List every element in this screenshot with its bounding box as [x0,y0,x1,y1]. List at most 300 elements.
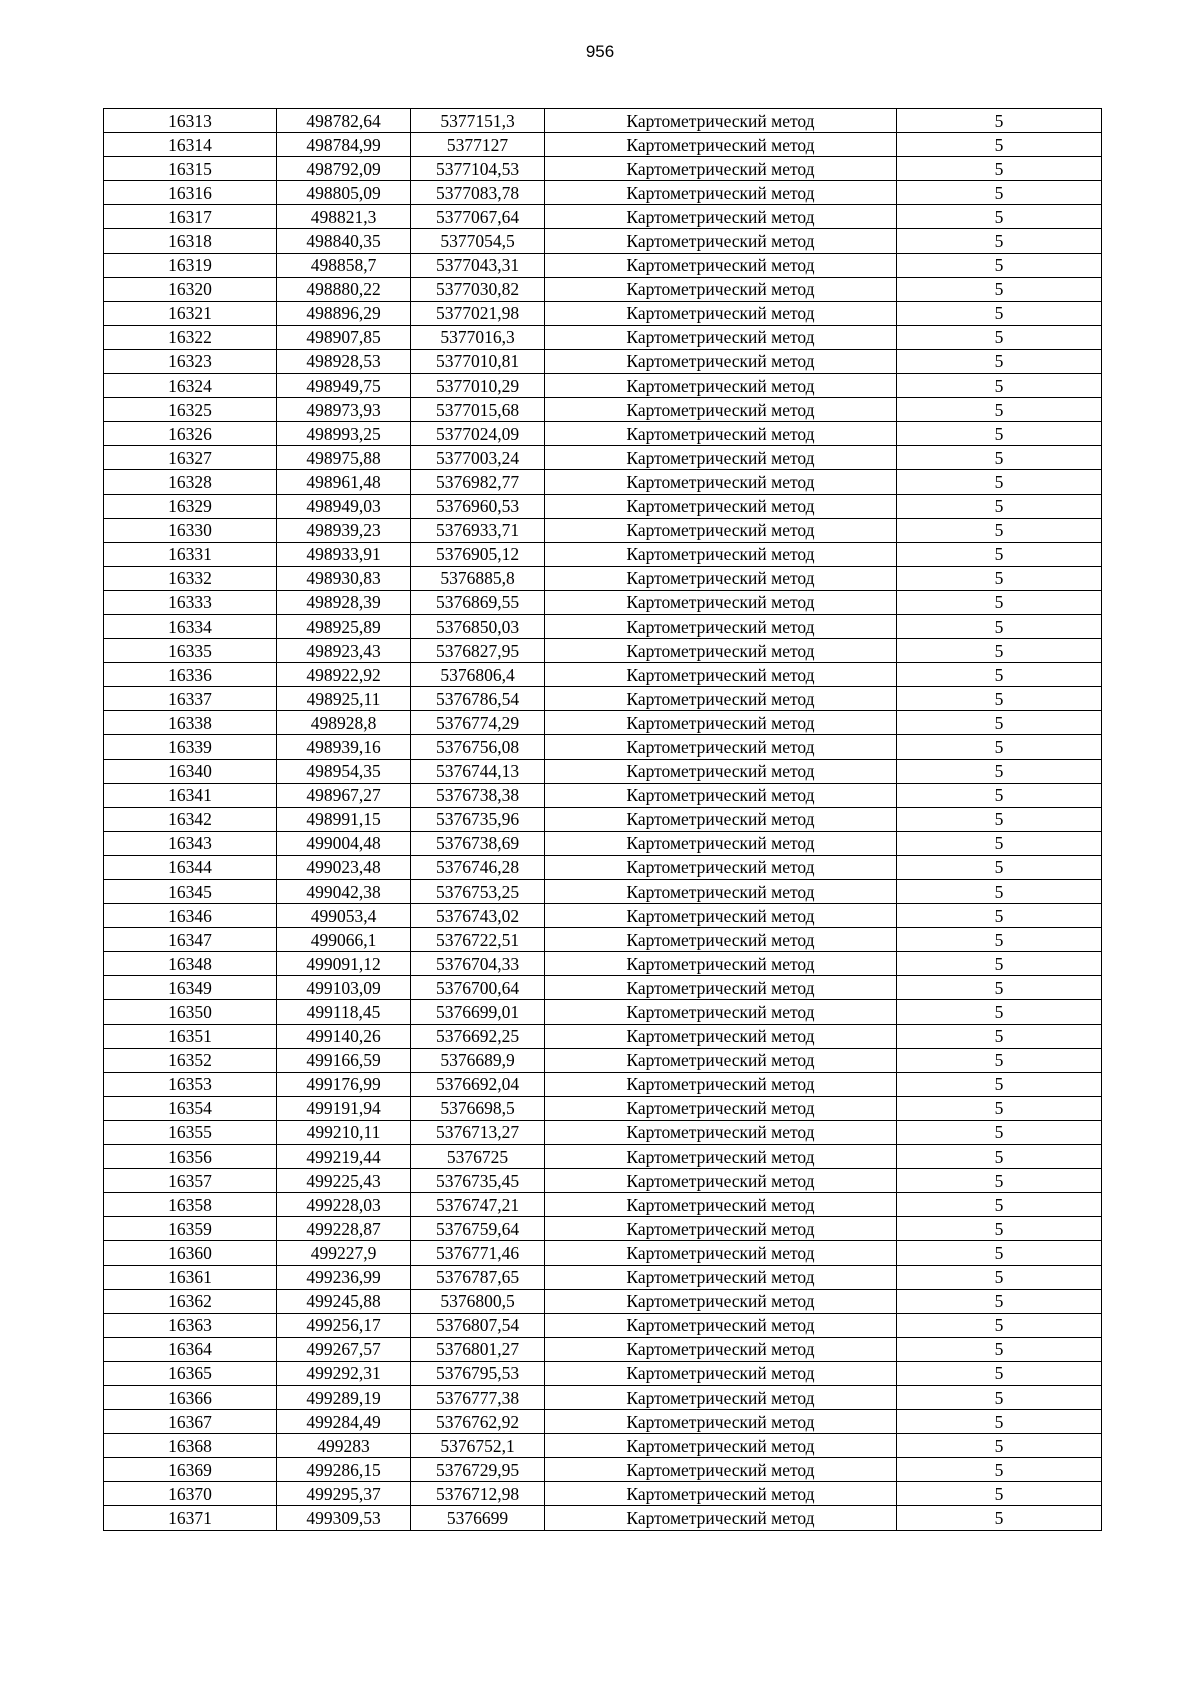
table-row [104,349,1102,373]
table-row [104,1193,1102,1217]
y-coordinate-cell: 5376689,9 [411,1048,545,1072]
accuracy-cell: 5 [897,1048,1102,1072]
table-row [104,590,1102,614]
method-cell: Картометрический метод [545,253,897,277]
table-row [104,1434,1102,1458]
x-coordinate-cell: 498933,91 [277,542,411,566]
table-row [104,855,1102,879]
x-coordinate-cell: 498858,7 [277,253,411,277]
y-coordinate-cell: 5377021,98 [411,301,545,325]
y-coordinate-cell: 5376725 [411,1145,545,1169]
y-coordinate-cell: 5376747,21 [411,1193,545,1217]
x-coordinate-cell: 499283 [277,1434,411,1458]
x-coordinate-cell: 498784,99 [277,133,411,157]
table-row [104,1265,1102,1289]
coordinates-table [103,108,1102,1531]
table-row [104,1458,1102,1482]
point-number-cell: 16320 [104,277,277,301]
table-row [104,205,1102,229]
accuracy-cell: 5 [897,831,1102,855]
x-coordinate-cell: 498930,83 [277,566,411,590]
method-cell: Картометрический метод [545,1506,897,1530]
x-coordinate-cell: 499228,87 [277,1217,411,1241]
accuracy-cell: 5 [897,301,1102,325]
accuracy-cell: 5 [897,157,1102,181]
x-coordinate-cell: 499284,49 [277,1410,411,1434]
y-coordinate-cell: 5376700,64 [411,976,545,1000]
method-cell: Картометрический метод [545,494,897,518]
point-number-cell: 16352 [104,1048,277,1072]
y-coordinate-cell: 5376699 [411,1506,545,1530]
method-cell: Картометрический метод [545,349,897,373]
table-row [104,711,1102,735]
point-number-cell: 16366 [104,1385,277,1409]
accuracy-cell: 5 [897,590,1102,614]
y-coordinate-cell: 5377151,3 [411,109,545,133]
method-cell: Картометрический метод [545,928,897,952]
table-row [104,976,1102,1000]
accuracy-cell: 5 [897,1120,1102,1144]
method-cell: Картометрический метод [545,639,897,663]
method-cell: Картометрический метод [545,1482,897,1506]
y-coordinate-cell: 5376752,1 [411,1434,545,1458]
x-coordinate-cell: 499256,17 [277,1313,411,1337]
x-coordinate-cell: 499118,45 [277,1000,411,1024]
accuracy-cell: 5 [897,253,1102,277]
method-cell: Картометрический метод [545,855,897,879]
method-cell: Картометрический метод [545,1096,897,1120]
accuracy-cell: 5 [897,205,1102,229]
accuracy-cell: 5 [897,1217,1102,1241]
method-cell: Картометрический метод [545,1361,897,1385]
table-row [104,494,1102,518]
point-number-cell: 16317 [104,205,277,229]
y-coordinate-cell: 5377016,3 [411,325,545,349]
method-cell: Картометрический метод [545,952,897,976]
method-cell: Картометрический метод [545,1410,897,1434]
point-number-cell: 16329 [104,494,277,518]
x-coordinate-cell: 498907,85 [277,325,411,349]
x-coordinate-cell: 498805,09 [277,181,411,205]
accuracy-cell: 5 [897,542,1102,566]
x-coordinate-cell: 499191,94 [277,1096,411,1120]
point-number-cell: 16346 [104,904,277,928]
y-coordinate-cell: 5376795,53 [411,1361,545,1385]
table-row [104,1313,1102,1337]
x-coordinate-cell: 498975,88 [277,446,411,470]
table-row [104,229,1102,253]
coordinates-table-container [103,108,1102,1531]
accuracy-cell: 5 [897,325,1102,349]
y-coordinate-cell: 5376735,96 [411,807,545,831]
x-coordinate-cell: 498896,29 [277,301,411,325]
x-coordinate-cell: 498961,48 [277,470,411,494]
table-row [104,928,1102,952]
x-coordinate-cell: 498949,75 [277,374,411,398]
x-coordinate-cell: 499267,57 [277,1337,411,1361]
x-coordinate-cell: 498923,43 [277,639,411,663]
y-coordinate-cell: 5376699,01 [411,1000,545,1024]
method-cell: Картометрический метод [545,735,897,759]
accuracy-cell: 5 [897,711,1102,735]
table-row [104,639,1102,663]
accuracy-cell: 5 [897,349,1102,373]
y-coordinate-cell: 5376801,27 [411,1337,545,1361]
table-row [104,1120,1102,1144]
x-coordinate-cell: 498782,64 [277,109,411,133]
table-row [104,880,1102,904]
y-coordinate-cell: 5376786,54 [411,687,545,711]
accuracy-cell: 5 [897,687,1102,711]
method-cell: Картометрический метод [545,181,897,205]
y-coordinate-cell: 5376713,27 [411,1120,545,1144]
y-coordinate-cell: 5376982,77 [411,470,545,494]
y-coordinate-cell: 5376869,55 [411,590,545,614]
method-cell: Картометрический метод [545,614,897,638]
point-number-cell: 16357 [104,1169,277,1193]
table-row [104,422,1102,446]
method-cell: Картометрический метод [545,398,897,422]
table-row [104,109,1102,133]
point-number-cell: 16339 [104,735,277,759]
method-cell: Картометрический метод [545,1265,897,1289]
y-coordinate-cell: 5377083,78 [411,181,545,205]
x-coordinate-cell: 499176,99 [277,1072,411,1096]
y-coordinate-cell: 5377015,68 [411,398,545,422]
accuracy-cell: 5 [897,1024,1102,1048]
x-coordinate-cell: 499295,37 [277,1482,411,1506]
y-coordinate-cell: 5376743,02 [411,904,545,928]
x-coordinate-cell: 499292,31 [277,1361,411,1385]
accuracy-cell: 5 [897,229,1102,253]
table-row [104,398,1102,422]
x-coordinate-cell: 499023,48 [277,855,411,879]
x-coordinate-cell: 499219,44 [277,1145,411,1169]
method-cell: Картометрический метод [545,1024,897,1048]
point-number-cell: 16343 [104,831,277,855]
y-coordinate-cell: 5376753,25 [411,880,545,904]
method-cell: Картометрический метод [545,904,897,928]
table-row [104,1289,1102,1313]
accuracy-cell: 5 [897,976,1102,1000]
table-row [104,253,1102,277]
y-coordinate-cell: 5376692,04 [411,1072,545,1096]
accuracy-cell: 5 [897,952,1102,976]
point-number-cell: 16350 [104,1000,277,1024]
x-coordinate-cell: 498792,09 [277,157,411,181]
y-coordinate-cell: 5376692,25 [411,1024,545,1048]
point-number-cell: 16371 [104,1506,277,1530]
method-cell: Картометрический метод [545,687,897,711]
method-cell: Картометрический метод [545,1313,897,1337]
accuracy-cell: 5 [897,109,1102,133]
method-cell: Картометрический метод [545,1434,897,1458]
method-cell: Картометрический метод [545,1241,897,1265]
y-coordinate-cell: 5376800,5 [411,1289,545,1313]
point-number-cell: 16331 [104,542,277,566]
accuracy-cell: 5 [897,663,1102,687]
method-cell: Картометрический метод [545,1217,897,1241]
method-cell: Картометрический метод [545,301,897,325]
y-coordinate-cell: 5376771,46 [411,1241,545,1265]
y-coordinate-cell: 5377067,64 [411,205,545,229]
table-row [104,446,1102,470]
x-coordinate-cell: 499227,9 [277,1241,411,1265]
y-coordinate-cell: 5377054,5 [411,229,545,253]
point-number-cell: 16369 [104,1458,277,1482]
table-row [104,1145,1102,1169]
table-row [104,759,1102,783]
accuracy-cell: 5 [897,446,1102,470]
point-number-cell: 16341 [104,783,277,807]
y-coordinate-cell: 5377104,53 [411,157,545,181]
accuracy-cell: 5 [897,1385,1102,1409]
point-number-cell: 16364 [104,1337,277,1361]
y-coordinate-cell: 5377030,82 [411,277,545,301]
x-coordinate-cell: 498880,22 [277,277,411,301]
point-number-cell: 16370 [104,1482,277,1506]
y-coordinate-cell: 5376905,12 [411,542,545,566]
point-number-cell: 16316 [104,181,277,205]
accuracy-cell: 5 [897,904,1102,928]
x-coordinate-cell: 498925,89 [277,614,411,638]
y-coordinate-cell: 5376735,45 [411,1169,545,1193]
y-coordinate-cell: 5376777,38 [411,1385,545,1409]
table-row [104,542,1102,566]
accuracy-cell: 5 [897,1482,1102,1506]
point-number-cell: 16319 [104,253,277,277]
y-coordinate-cell: 5376712,98 [411,1482,545,1506]
table-row [104,904,1102,928]
x-coordinate-cell: 499103,09 [277,976,411,1000]
table-row [104,1337,1102,1361]
accuracy-cell: 5 [897,1506,1102,1530]
accuracy-cell: 5 [897,1000,1102,1024]
point-number-cell: 16323 [104,349,277,373]
table-row [104,783,1102,807]
table-row [104,1169,1102,1193]
point-number-cell: 16336 [104,663,277,687]
page-number: 956 [585,42,615,61]
y-coordinate-cell: 5377010,29 [411,374,545,398]
point-number-cell: 16351 [104,1024,277,1048]
point-number-cell: 16359 [104,1217,277,1241]
table-row [104,518,1102,542]
method-cell: Картометрический метод [545,542,897,566]
table-row [104,807,1102,831]
x-coordinate-cell: 498993,25 [277,422,411,446]
x-coordinate-cell: 498949,03 [277,494,411,518]
y-coordinate-cell: 5376746,28 [411,855,545,879]
table-row [104,1410,1102,1434]
x-coordinate-cell: 499166,59 [277,1048,411,1072]
accuracy-cell: 5 [897,398,1102,422]
point-number-cell: 16368 [104,1434,277,1458]
point-number-cell: 16325 [104,398,277,422]
table-row [104,374,1102,398]
accuracy-cell: 5 [897,181,1102,205]
y-coordinate-cell: 5376704,33 [411,952,545,976]
point-number-cell: 16338 [104,711,277,735]
method-cell: Картометрический метод [545,1048,897,1072]
method-cell: Картометрический метод [545,1385,897,1409]
y-coordinate-cell: 5376774,29 [411,711,545,735]
point-number-cell: 16313 [104,109,277,133]
method-cell: Картометрический метод [545,880,897,904]
accuracy-cell: 5 [897,928,1102,952]
point-number-cell: 16353 [104,1072,277,1096]
table-row [104,181,1102,205]
accuracy-cell: 5 [897,277,1102,301]
x-coordinate-cell: 499042,38 [277,880,411,904]
table-row [104,1024,1102,1048]
y-coordinate-cell: 5376744,13 [411,759,545,783]
point-number-cell: 16367 [104,1410,277,1434]
y-coordinate-cell: 5376933,71 [411,518,545,542]
x-coordinate-cell: 498821,3 [277,205,411,229]
y-coordinate-cell: 5377127 [411,133,545,157]
table-row [104,325,1102,349]
accuracy-cell: 5 [897,855,1102,879]
table-row [104,470,1102,494]
accuracy-cell: 5 [897,1072,1102,1096]
accuracy-cell: 5 [897,1434,1102,1458]
accuracy-cell: 5 [897,639,1102,663]
method-cell: Картометрический метод [545,229,897,253]
method-cell: Картометрический метод [545,783,897,807]
accuracy-cell: 5 [897,759,1102,783]
accuracy-cell: 5 [897,807,1102,831]
point-number-cell: 16365 [104,1361,277,1385]
accuracy-cell: 5 [897,518,1102,542]
accuracy-cell: 5 [897,614,1102,638]
accuracy-cell: 5 [897,1145,1102,1169]
accuracy-cell: 5 [897,735,1102,759]
x-coordinate-cell: 499309,53 [277,1506,411,1530]
accuracy-cell: 5 [897,1096,1102,1120]
point-number-cell: 16340 [104,759,277,783]
point-number-cell: 16332 [104,566,277,590]
method-cell: Картометрический метод [545,205,897,229]
y-coordinate-cell: 5376827,95 [411,639,545,663]
table-row [104,1217,1102,1241]
table-row [104,687,1102,711]
x-coordinate-cell: 499066,1 [277,928,411,952]
point-number-cell: 16354 [104,1096,277,1120]
table-row [104,1482,1102,1506]
y-coordinate-cell: 5376762,92 [411,1410,545,1434]
x-coordinate-cell: 498922,92 [277,663,411,687]
point-number-cell: 16347 [104,928,277,952]
table-row [104,1506,1102,1530]
method-cell: Картометрический метод [545,1000,897,1024]
point-number-cell: 16337 [104,687,277,711]
x-coordinate-cell: 499236,99 [277,1265,411,1289]
method-cell: Картометрический метод [545,446,897,470]
method-cell: Картометрический метод [545,109,897,133]
method-cell: Картометрический метод [545,759,897,783]
point-number-cell: 16321 [104,301,277,325]
method-cell: Картометрический метод [545,518,897,542]
table-row [104,1048,1102,1072]
y-coordinate-cell: 5376960,53 [411,494,545,518]
point-number-cell: 16334 [104,614,277,638]
method-cell: Картометрический метод [545,374,897,398]
accuracy-cell: 5 [897,566,1102,590]
point-number-cell: 16358 [104,1193,277,1217]
table-row [104,735,1102,759]
x-coordinate-cell: 499286,15 [277,1458,411,1482]
x-coordinate-cell: 498928,8 [277,711,411,735]
accuracy-cell: 5 [897,1337,1102,1361]
method-cell: Картометрический метод [545,976,897,1000]
y-coordinate-cell: 5377010,81 [411,349,545,373]
method-cell: Картометрический метод [545,1145,897,1169]
table-row [104,1096,1102,1120]
method-cell: Картометрический метод [545,711,897,735]
table-row [104,277,1102,301]
accuracy-cell: 5 [897,880,1102,904]
table-row [104,663,1102,687]
point-number-cell: 16333 [104,590,277,614]
y-coordinate-cell: 5376738,69 [411,831,545,855]
x-coordinate-cell: 499225,43 [277,1169,411,1193]
y-coordinate-cell: 5376759,64 [411,1217,545,1241]
x-coordinate-cell: 498967,27 [277,783,411,807]
method-cell: Картометрический метод [545,133,897,157]
x-coordinate-cell: 499091,12 [277,952,411,976]
point-number-cell: 16328 [104,470,277,494]
x-coordinate-cell: 498925,11 [277,687,411,711]
x-coordinate-cell: 499210,11 [277,1120,411,1144]
point-number-cell: 16318 [104,229,277,253]
x-coordinate-cell: 498954,35 [277,759,411,783]
method-cell: Картометрический метод [545,1169,897,1193]
table-row [104,1361,1102,1385]
table-row [104,301,1102,325]
point-number-cell: 16324 [104,374,277,398]
accuracy-cell: 5 [897,1313,1102,1337]
point-number-cell: 16330 [104,518,277,542]
table-row [104,133,1102,157]
x-coordinate-cell: 499289,19 [277,1385,411,1409]
y-coordinate-cell: 5376698,5 [411,1096,545,1120]
accuracy-cell: 5 [897,1458,1102,1482]
accuracy-cell: 5 [897,422,1102,446]
method-cell: Картометрический метод [545,566,897,590]
x-coordinate-cell: 498973,93 [277,398,411,422]
accuracy-cell: 5 [897,1361,1102,1385]
point-number-cell: 16349 [104,976,277,1000]
x-coordinate-cell: 499228,03 [277,1193,411,1217]
x-coordinate-cell: 498840,35 [277,229,411,253]
accuracy-cell: 5 [897,374,1102,398]
y-coordinate-cell: 5377024,09 [411,422,545,446]
table-row [104,831,1102,855]
x-coordinate-cell: 499053,4 [277,904,411,928]
accuracy-cell: 5 [897,470,1102,494]
accuracy-cell: 5 [897,1193,1102,1217]
y-coordinate-cell: 5376738,38 [411,783,545,807]
method-cell: Картометрический метод [545,663,897,687]
y-coordinate-cell: 5376787,65 [411,1265,545,1289]
point-number-cell: 16315 [104,157,277,181]
x-coordinate-cell: 498939,23 [277,518,411,542]
method-cell: Картометрический метод [545,1289,897,1313]
method-cell: Картометрический метод [545,1193,897,1217]
method-cell: Картометрический метод [545,1337,897,1361]
accuracy-cell: 5 [897,1410,1102,1434]
